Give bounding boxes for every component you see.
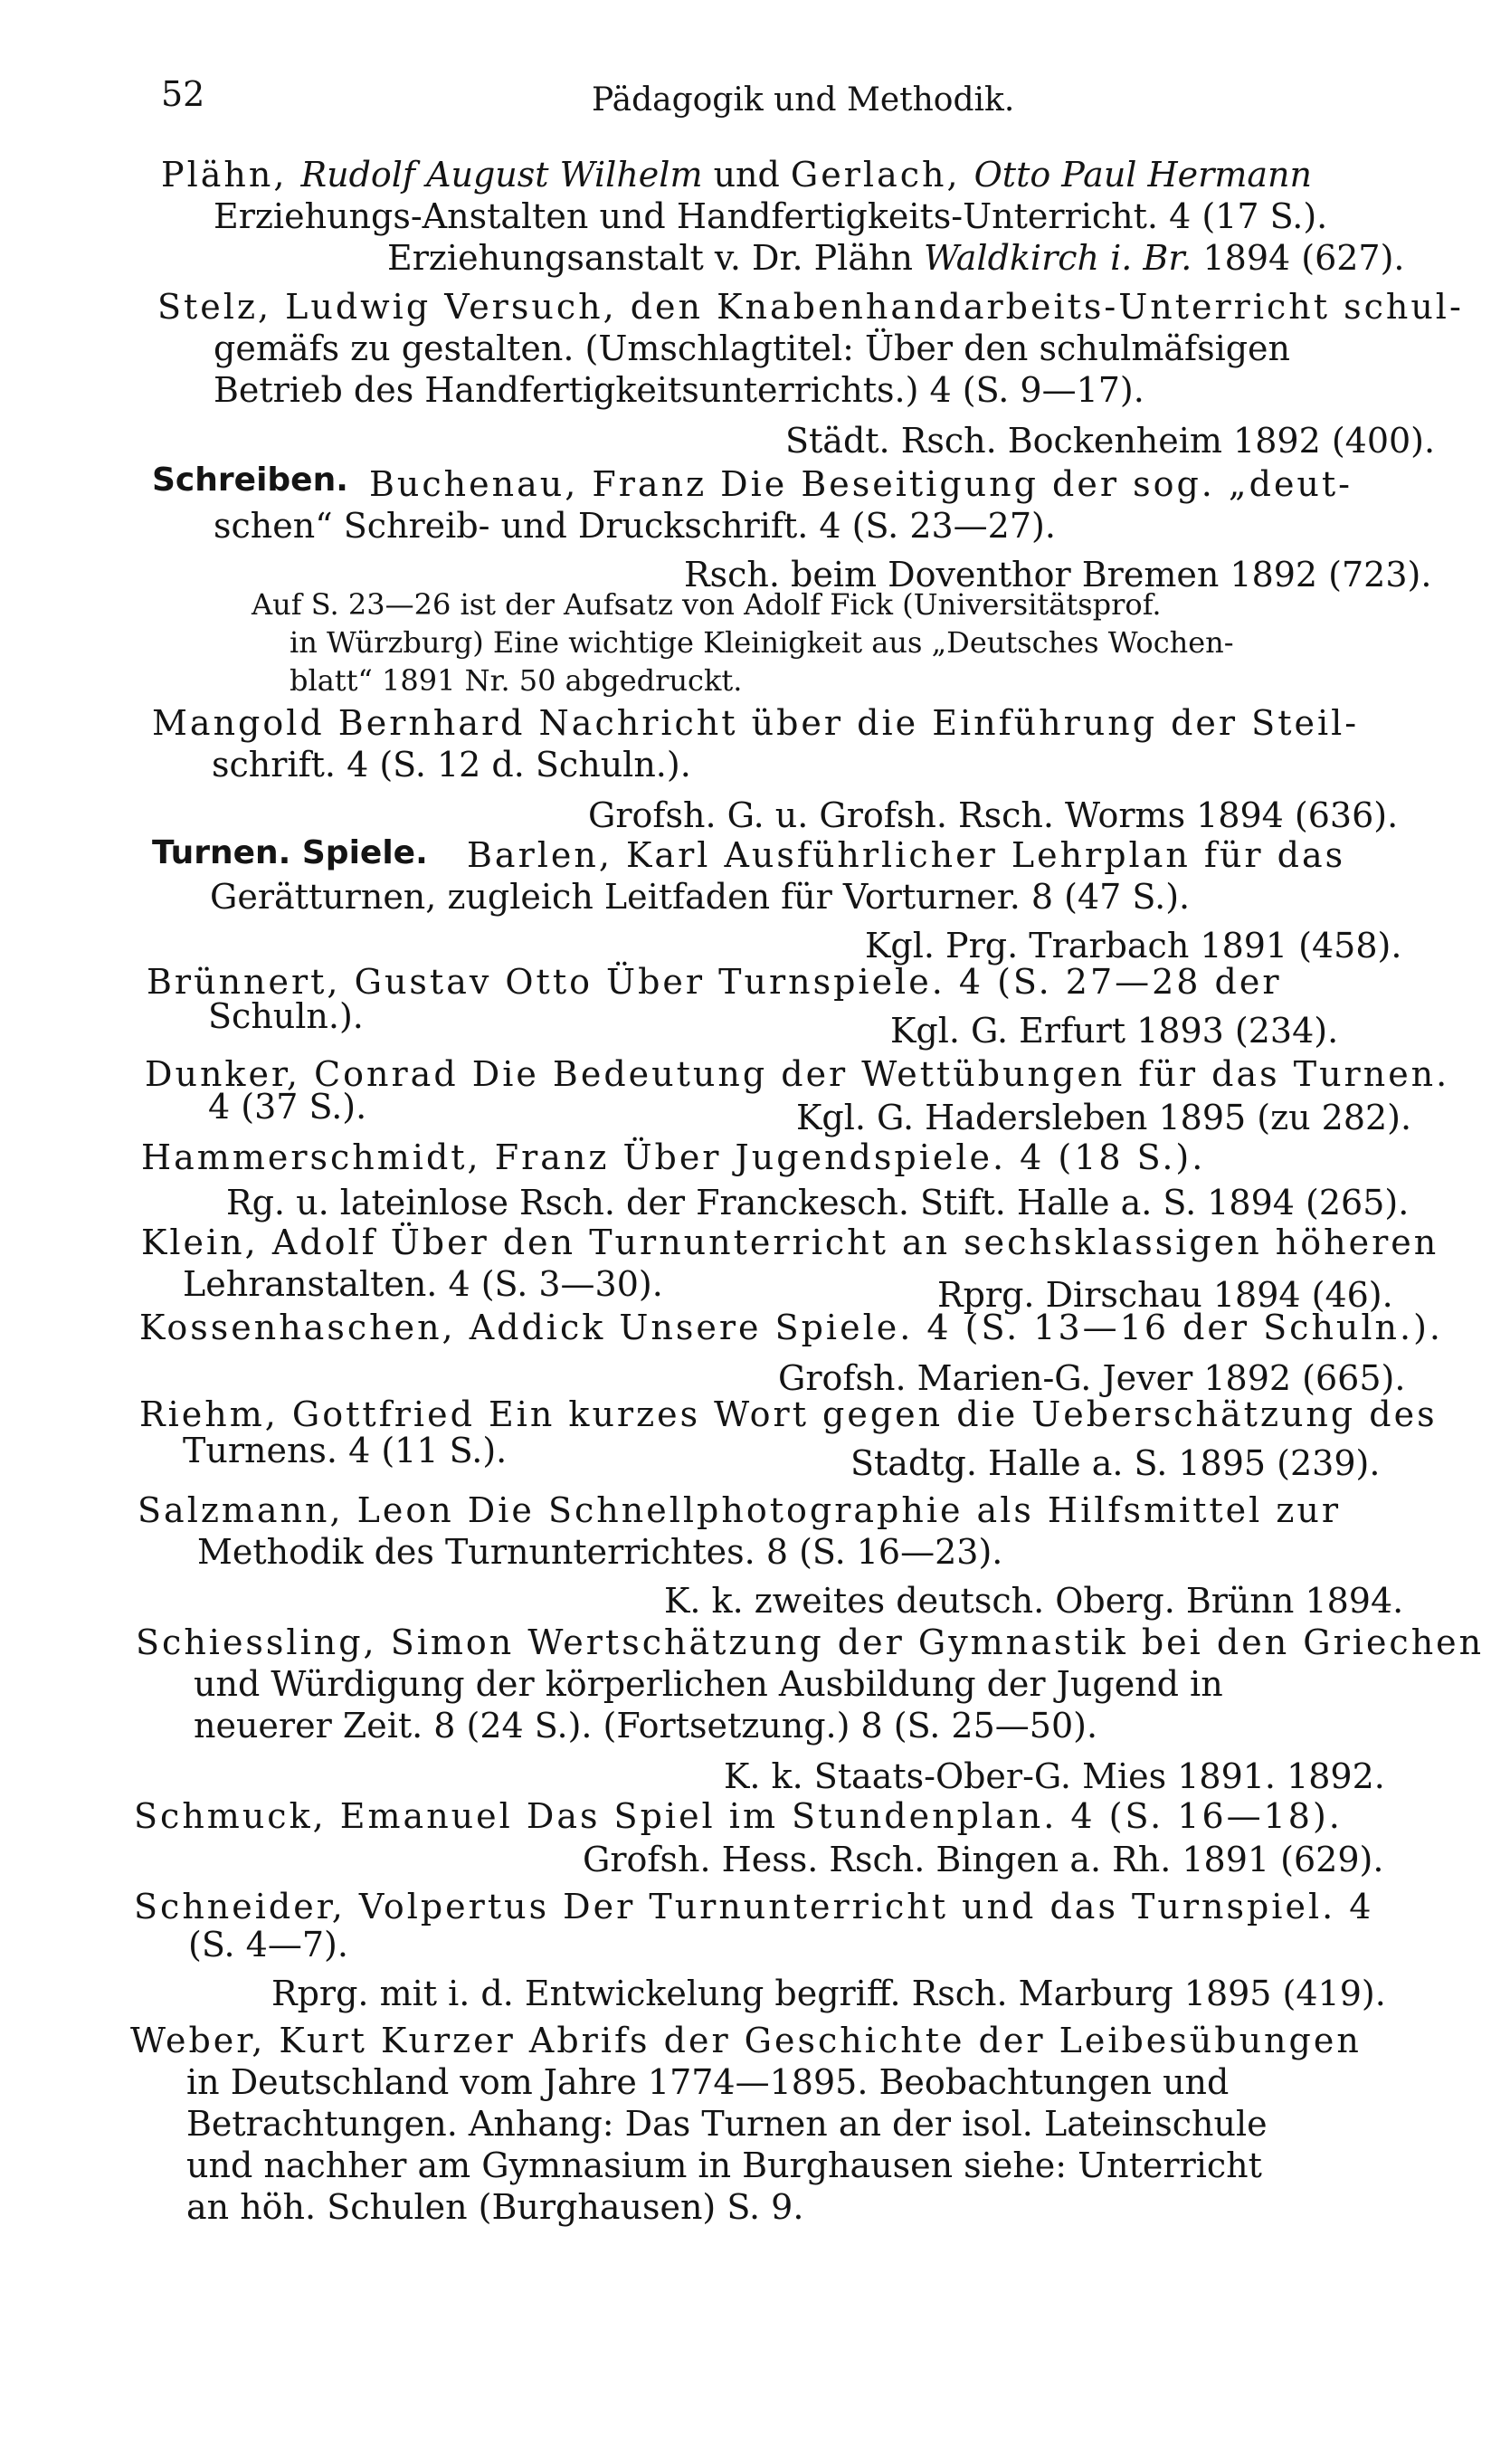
- entry-line: Methodik des Turnunterrichtes. 8 (S. 16—23).: [197, 1532, 1003, 1572]
- entry-line: Erziehungs-Anstalten und Handfertigkeits-Unterricht. 4 (17 S.).: [214, 196, 1328, 236]
- entry-line: Betrieb des Handfertigkeitsunterrichts.) 4 (S. 9—17).: [214, 370, 1144, 410]
- entry-line: Schuln.).: [208, 996, 364, 1036]
- entry-line: Schiessling, Simon Wertschätzung der Gymnastik bei den Griechen: [136, 1622, 1485, 1662]
- entry-line: Salzmann, Leon Die Schnellphotographie als Hilfsmittel zur: [138, 1490, 1342, 1530]
- entry-line: schen“ Schreib- und Druckschrift. 4 (S. 23—27).: [214, 506, 1056, 546]
- entry-line: Schneider, Volpertus Der Turnunterricht und das Turnspiel. 4: [134, 1887, 1374, 1926]
- note-line: blatt“ 1891 Nr. 50 abgedruckt.: [290, 663, 743, 698]
- entry-line: Riehm, Gottfried Ein kurzes Wort gegen die Ueberschätzung des: [139, 1394, 1438, 1434]
- entry-line: Klein, Adolf Über den Turnunterricht an sechsklassigen höheren: [141, 1222, 1439, 1262]
- note-line: in Würzburg) Eine wichtige Kleinigkeit aus „Deutsches Wochen-: [290, 625, 1234, 660]
- entry-location: Rg. u. lateinlose Rsch. der Franckesch. Stift. Halle a. S. 1894 (265).: [226, 1183, 1410, 1222]
- entry-line: (S. 4—7).: [188, 1925, 348, 1965]
- running-head: Pädagogik und Methodik.: [592, 81, 1015, 119]
- entry-location: Stadtg. Halle a. S. 1895 (239).: [850, 1443, 1381, 1483]
- entry-line: Dunker, Conrad Die Bedeutung der Wettübungen für das Turnen.: [145, 1054, 1450, 1094]
- entry-line: Kossenhaschen, Addick Unsere Spiele. 4 (S. 13—16 der Schuln.).: [139, 1308, 1444, 1347]
- entry-line: Gerätturnen, zugleich Leitfaden für Vorturner. 8 (47 S.).: [210, 877, 1191, 917]
- entry-line: an höh. Schulen (Burghausen) S. 9.: [186, 2187, 804, 2227]
- entry-location: Rsch. beim Doventhor Bremen 1892 (723).: [684, 555, 1432, 595]
- entry-location: Kgl. Prg. Trarbach 1891 (458).: [865, 926, 1402, 966]
- entry-line: in Deutschland vom Jahre 1774—1895. Beobachtungen und: [186, 2062, 1230, 2102]
- page-number: 52: [161, 74, 205, 114]
- entry-location: Rprg. Dirschau 1894 (46).: [937, 1275, 1393, 1315]
- entry-location: Grofsh. Marien-G. Jever 1892 (665).: [778, 1358, 1406, 1398]
- entry-line: Weber, Kurt Kurzer Abrifs der Geschichte der Leibesübungen: [130, 2021, 1362, 2060]
- entry-line: Betrachtungen. Anhang: Das Turnen an der isol. Lateinschule: [186, 2104, 1268, 2144]
- entry-line: Brünnert, Gustav Otto Über Turnspiele. 4 (S. 27—28 der: [147, 962, 1282, 1002]
- entry-location: Kgl. G. Erfurt 1893 (234).: [890, 1011, 1339, 1051]
- entry-line: und nachher am Gymnasium in Burghausen siehe: Unterricht: [186, 2145, 1262, 2185]
- entry-line: Erziehungsanstalt v. Dr. Plähn Waldkirch i. Br. 1894 (627).: [387, 238, 1405, 278]
- section-heading: Turnen. Spiele.: [152, 834, 428, 871]
- entry-line: Lehranstalten. 4 (S. 3—30).: [183, 1264, 663, 1304]
- entry-line: Stelz, Ludwig Versuch, den Knabenhandarbeits-Unterricht schul-: [157, 287, 1464, 327]
- entry-line: Schmuck, Emanuel Das Spiel im Stundenplan. 4 (S. 16—18).: [134, 1796, 1343, 1836]
- entry-line: schrift. 4 (S. 12 d. Schuln.).: [212, 745, 691, 785]
- note-line: Auf S. 23—26 ist der Aufsatz von Adolf Fick (Universitätsprof.: [252, 587, 1162, 622]
- entry-location: Grofsh. G. u. Grofsh. Rsch. Worms 1894 (636).: [588, 795, 1399, 835]
- entry-line: und Würdigung der körperlichen Ausbildung der Jugend in: [194, 1664, 1223, 1704]
- entry-line: 4 (37 S.).: [208, 1087, 367, 1127]
- entry-line: Buchenau, Franz Die Beseitigung der sog. „deut-: [369, 464, 1353, 504]
- entry-line: Mangold Bernhard Nachricht über die Einführung der Steil-: [152, 703, 1360, 743]
- entry-line: Turnens. 4 (11 S.).: [183, 1431, 508, 1470]
- section-heading: Schreiben.: [152, 461, 348, 499]
- entry-line: Hammerschmidt, Franz Über Jugendspiele. 4 (18 S.).: [141, 1137, 1206, 1177]
- entry-location: Städt. Rsch. Bockenheim 1892 (400).: [785, 421, 1436, 461]
- entry-location: Rprg. mit i. d. Entwickelung begriff. Rsch. Marburg 1895 (419).: [271, 1974, 1386, 2013]
- entry-location: Kgl. G. Hadersleben 1895 (zu 282).: [796, 1098, 1412, 1137]
- entry-location: Grofsh. Hess. Rsch. Bingen a. Rh. 1891 (629).: [583, 1840, 1384, 1879]
- entry-line: Plähn, Rudolf August Wilhelm und Gerlach, Otto Paul Hermann: [161, 155, 1312, 195]
- entry-location: K. k. zweites deutsch. Oberg. Brünn 1894.: [664, 1581, 1404, 1621]
- entry-line: gemäfs zu gestalten. (Umschlagtitel: Über den schulmäfsigen: [214, 328, 1291, 368]
- entry-location: K. k. Staats-Ober-G. Mies 1891. 1892.: [724, 1756, 1385, 1796]
- entry-line: Barlen, Karl Ausführlicher Lehrplan für das: [467, 835, 1346, 875]
- entry-line: neuerer Zeit. 8 (24 S.). (Fortsetzung.) 8 (S. 25—50).: [194, 1706, 1098, 1746]
